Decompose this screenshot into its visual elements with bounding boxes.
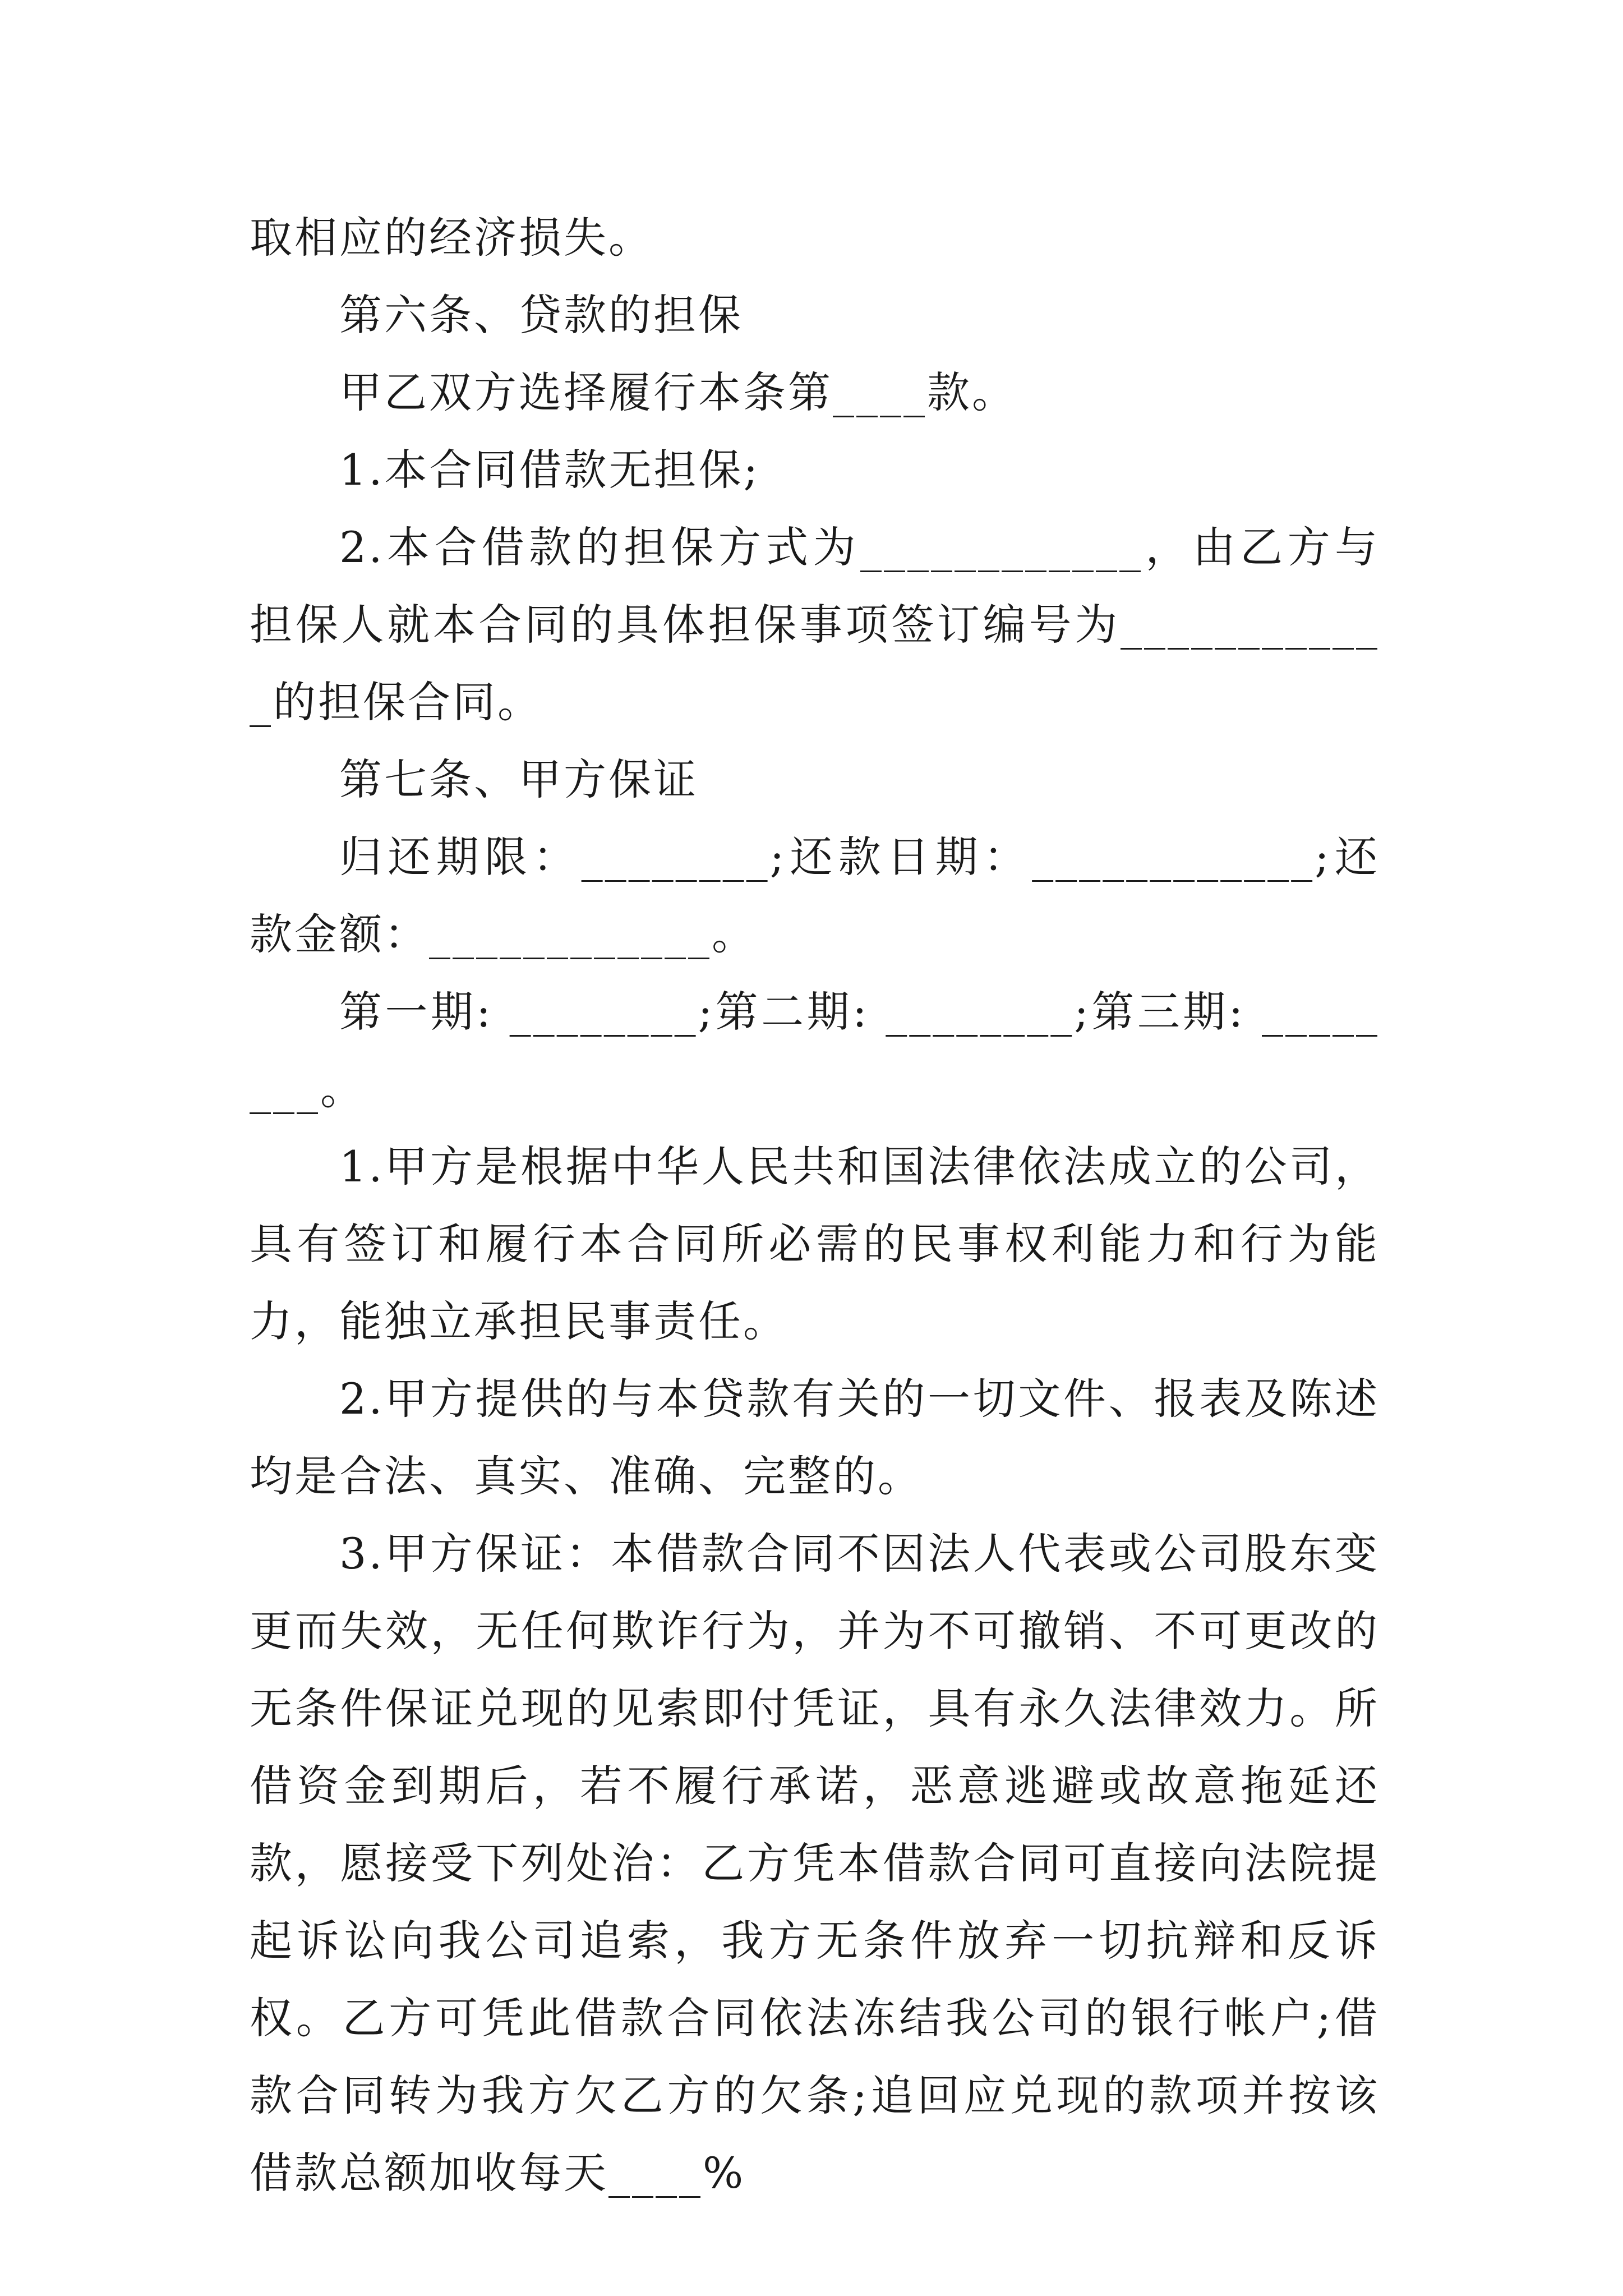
paragraph-repayment-terms: 归还期限：________;还款日期：____________;还款金额：____________。 xyxy=(250,832,1380,959)
contract-text xyxy=(250,199,1380,2212)
clause-7-1: 1.甲方是根据中华人民共和国法律依法成立的公司，具有签订和履行本合同所必需的民事权利能力和行为能力，能独立承担民事责任。 xyxy=(250,1142,1380,1346)
clause-7-3: 3.甲方保证：本借款合同不因法人代表或公司股东变更而失效，无任何欺诈行为，并为不可撤销、不可更改的无条件保证兑现的见索即付凭证，具有永久法律效力。所借资金到期后，若不履行承诺，恶意逃避或故意拖延还款，愿接受下列处治：乙方凭本借款合同可直接向法院提起诉讼向我公司追索，我方无条件放弃一切抗辩和反诉权。乙方可凭此借款合同依法冻结我公司的银行帐户;借款合同转为我方欠乙方的欠条;追回应兑现的款项并按该借款总额加收每天____% xyxy=(250,1529,1380,2198)
clause-6-2: 2.本合借款的担保方式为____________，由乙方与担保人就本合同的具体担保事项签订编号为____________的担保合同。 xyxy=(250,522,1380,727)
heading-article-6: 第六条、贷款的担保 xyxy=(339,290,743,340)
clause-6-1: 1.本合同借款无担保; xyxy=(339,445,760,495)
paragraph-loss-continuation: 取相应的经济损失。 xyxy=(250,213,653,263)
heading-article-7: 第七条、甲方保证 xyxy=(339,754,698,804)
clause-7-2: 2.甲方提供的与本贷款有关的一切文件、报表及陈述均是合法、真实、准确、完整的。 xyxy=(250,1374,1380,1501)
paragraph-installments: 第一期: ________;第二期: ________;第三期: ________。 xyxy=(250,987,1380,1114)
paragraph-choice: 甲乙双方选择履行本条第____款。 xyxy=(339,367,1017,417)
